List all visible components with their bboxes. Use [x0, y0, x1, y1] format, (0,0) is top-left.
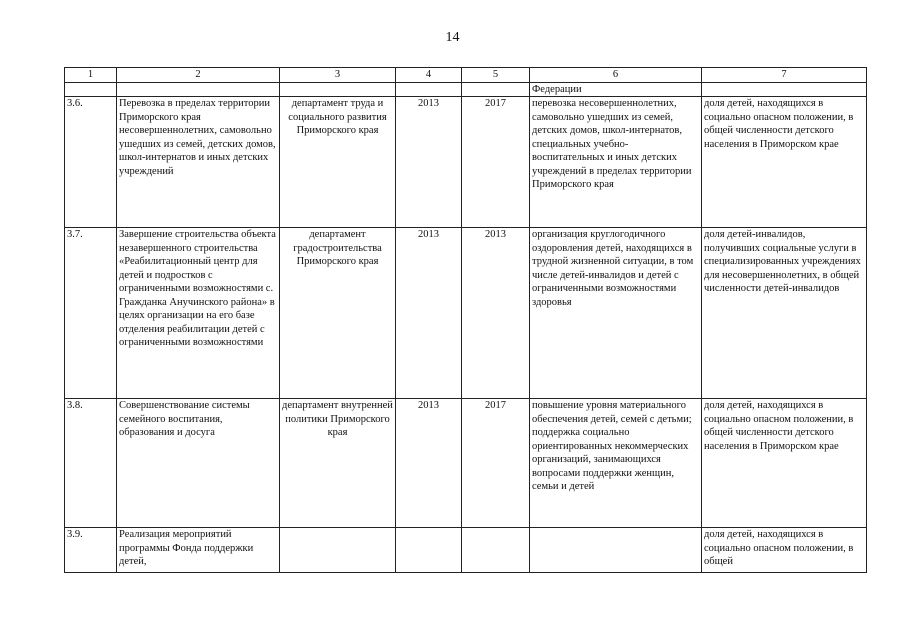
indicator: доля детей, находящихся в социально опасном положении, в общей численности детского населения в Приморском крае — [702, 97, 867, 228]
table-cell — [280, 82, 396, 97]
page-number: 14 — [445, 30, 460, 45]
executor — [280, 528, 396, 573]
table-cell — [117, 82, 280, 97]
end-year: 2017 — [462, 97, 530, 228]
executor: департамент внутренней политики Приморского края — [280, 399, 396, 528]
end-year: 2017 — [462, 399, 530, 528]
column-header: 4 — [396, 68, 462, 83]
start-year — [396, 528, 462, 573]
item-number: 3.7. — [65, 228, 117, 399]
measure-name: Перевозка в пределах территории Приморского края несовершеннолетних, самовольно ушедших из семей, детских домов, школ-интернатов и иных детских учреждений — [117, 97, 280, 228]
item-number: 3.9. — [65, 528, 117, 573]
table-cell — [462, 82, 530, 97]
executor: департамент градостроительства Приморского края — [280, 228, 396, 399]
column-header: 6 — [530, 68, 702, 83]
start-year: 2013 — [396, 399, 462, 528]
table-row — [65, 97, 867, 228]
indicator: доля детей, находящихся в социально опасном положении, в общей — [702, 528, 867, 573]
expected-result: повышение уровня материального обеспечения детей, семей с детьми; поддержка социально ориентированных некоммерческих организаций, занимающихся вопросами поддержки женщин, семьи и детей — [530, 399, 702, 528]
indicator: доля детей, находящихся в социально опасном положении, в общей численности детского населения в Приморском крае — [702, 399, 867, 528]
table-cell — [65, 82, 117, 97]
table-row — [65, 399, 867, 528]
column-header: 3 — [280, 68, 396, 83]
measures-table — [64, 67, 867, 573]
column-header: 1 — [65, 68, 117, 83]
column-header: 2 — [117, 68, 280, 83]
table-cell — [702, 82, 867, 97]
indicator: доля детей-инвалидов, получивших социальные услуги в специализированных учреждениях для несовершеннолетних, в общей численности детей-инвалидов — [702, 228, 867, 399]
end-year — [462, 528, 530, 573]
continuation-row — [65, 82, 867, 97]
column-number-row — [65, 68, 867, 83]
table-cell — [396, 82, 462, 97]
column-header: 5 — [462, 68, 530, 83]
expected-result: организация круглогодичного оздоровления детей, находящихся в трудной жизненной ситуации, в том числе детей-инвалидов и детей с ограниченными возможностями здоровья — [530, 228, 702, 399]
measure-name: Завершение строительства объекта незавершенного строительства «Реабилитационный центр для детей и подростков с ограниченными возможностями с. Гражданка Анучинского района» в целях организации на его базе отделения реабилитации детей с ограниченными возможностями — [117, 228, 280, 399]
executor: департамент труда и социального развития Приморского края — [280, 97, 396, 228]
column-header: 7 — [702, 68, 867, 83]
start-year: 2013 — [396, 97, 462, 228]
expected-result — [530, 528, 702, 573]
end-year: 2013 — [462, 228, 530, 399]
expected-result: перевозка несовершеннолетних, самовольно ушедших из семей, детских домов, школ-интернатов, специальных учебно-воспитательных и иных детских учреждений в пределах территории Приморского края — [530, 97, 702, 228]
item-number: 3.6. — [65, 97, 117, 228]
table-row — [65, 528, 867, 573]
table-row — [65, 228, 867, 399]
measure-name: Совершенствование системы семейного воспитания, образования и досуга — [117, 399, 280, 528]
measure-name: Реализация мероприятий программы Фонда поддержки детей, — [117, 528, 280, 573]
continuation-text: Федерации — [530, 82, 702, 97]
item-number: 3.8. — [65, 399, 117, 528]
start-year: 2013 — [396, 228, 462, 399]
